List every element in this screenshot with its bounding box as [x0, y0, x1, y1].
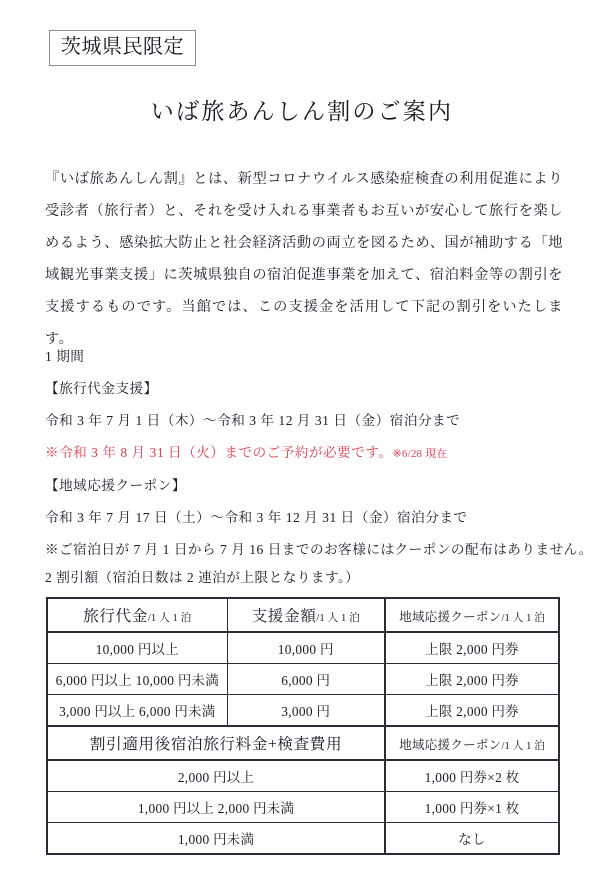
table-header-main: 旅行代金 [83, 608, 148, 625]
table-row [47, 792, 559, 823]
period-travel-reservation-note-main: ※令和 3 年 8 月 31 日（火）までのご予約が必要です。 [45, 445, 393, 460]
period-travel-reservation-note-asof: ※6/28 現在 [392, 448, 448, 460]
table-header-cell [385, 598, 559, 632]
period-coupon-subheading: 【地域応援クーポン】 [45, 478, 186, 493]
period-heading: 1 期間 [45, 349, 85, 364]
period-coupon-note: ※ご宿泊日が 7 月 1 日から 7 月 16 日までのお客様にはクーポンの配布はありません。 [45, 542, 593, 557]
discount-section-heading: 2 割引額（宿泊日数は 2 連泊が上限となります。） [45, 570, 360, 585]
table-header-row-1 [47, 598, 559, 632]
table-header-cell [227, 598, 385, 632]
table-header-sub: /1 人 1 泊 [501, 612, 545, 624]
table-cell: 3,000 円以上 6,000 円未満 [47, 695, 227, 727]
table-cell: 2,000 円以上 [47, 760, 385, 792]
table-row [47, 632, 559, 664]
table-header-row-2 [47, 726, 559, 760]
table-cell: 1,000 円券×2 枚 [385, 760, 559, 792]
page-title: いば旅あんしん割のご案内 [150, 99, 454, 124]
table-header-main: 地域応援クーポン [399, 609, 502, 624]
table-cell: 上限 2,000 円券 [385, 632, 559, 664]
table-row [47, 760, 559, 792]
eligibility-badge [49, 30, 196, 66]
table-cell: 6,000 円 [227, 664, 385, 695]
table-header-sub: /1 人 1 泊 [316, 613, 360, 624]
table-header-main: 割引適用後宿泊旅行料金+検査費用 [89, 736, 343, 753]
eligibility-badge-label: 茨城県民限定 [49, 30, 196, 66]
period-travel-subheading: 【旅行代金支援】 [45, 381, 158, 396]
table-cell: 6,000 円以上 10,000 円未満 [47, 664, 227, 695]
table-cell: 10,000 円以上 [47, 632, 227, 664]
table-cell: 1,000 円以上 2,000 円未満 [47, 792, 385, 823]
period-section [45, 341, 593, 566]
table-header-cell [47, 598, 227, 632]
table-row [47, 823, 559, 855]
table-header-main: 地域応援クーポン [399, 737, 502, 752]
table-header-sub: /1 人 1 泊 [501, 740, 545, 752]
table-cell: 3,000 円 [227, 695, 385, 727]
table-cell: 1,000 円券×1 枚 [385, 792, 559, 823]
table-header-cell [47, 726, 385, 760]
table-row [47, 664, 559, 695]
table-cell: 1,000 円未満 [47, 823, 385, 855]
intro-paragraph: 『いば旅あんしん割』とは、新型コロナウイルス感染症検査の利用促進により受診者（旅行者）と、それを受け入れる事業者もお互いが安心して旅行を楽しめるよう、感染拡大防止と社会経済活動の両立を図るため、国が補助する「地域観光事業支援」に茨城県独自の宿泊促進事業を加えて、宿泊料金等の割引を支援するものです。当館では、この支援金を活用して下記の割引をいたします。 [45, 171, 563, 347]
table-cell: なし [385, 823, 559, 855]
period-travel-dates: 令和 3 年 7 月 1 日（木）～令和 3 年 12 月 31 日（金）宿泊分まで [45, 413, 461, 428]
period-coupon-dates: 令和 3 年 7 月 17 日（土）～令和 3 年 12 月 31 日（金）宿泊分まで [45, 510, 468, 525]
period-travel-reservation-note [45, 437, 565, 470]
table-header-main: 支援金額 [251, 608, 317, 625]
table-cell: 10,000 円 [227, 632, 385, 664]
table-cell: 上限 2,000 円券 [385, 664, 559, 695]
table-header-sub: /1 人 1 泊 [147, 613, 192, 624]
table-row [47, 695, 559, 727]
table-cell: 上限 2,000 円券 [385, 695, 559, 727]
discount-rate-table [46, 597, 560, 855]
table-header-cell [385, 726, 559, 760]
